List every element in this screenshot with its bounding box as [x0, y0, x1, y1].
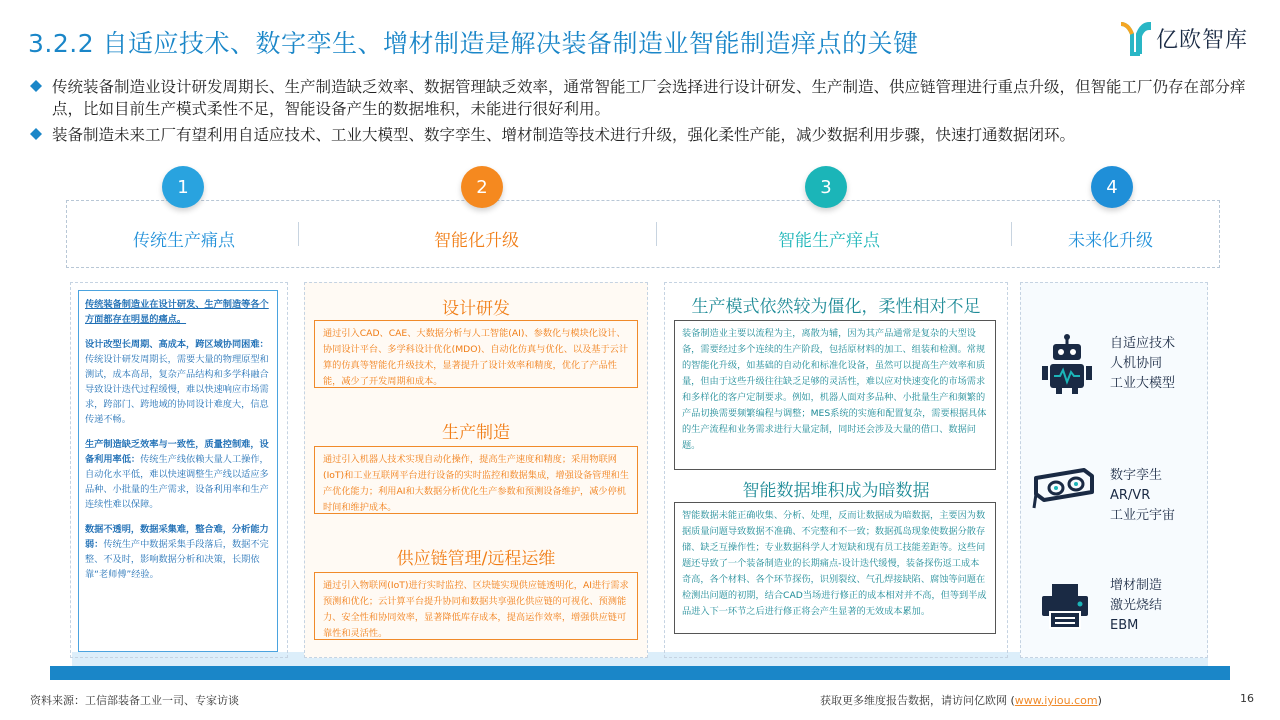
step-circle-2: 2: [461, 166, 503, 208]
upgrade-text-production: 通过引入机器人技术实现自动化操作，提高生产速度和精度；采用物联网(IoT)和工业互联网平台进行设备的实时监控和数据集成，增强设备管理和生产优化能力；利用AI和大数据分析优化生产参数和预测设备维护，减少停机时间和维护成本。: [314, 446, 638, 514]
logo-mark-icon: [1118, 20, 1152, 56]
tech-label: 工业元宇宙: [1110, 508, 1176, 523]
pain-point: [85, 337, 271, 427]
pain-header: 传统装备制造业在设计研发、生产制造等各个方面都存在明显的痛点。: [85, 299, 269, 325]
column-heading-upgrade: 智能化升级: [434, 231, 519, 251]
step-circle-3: 3: [805, 166, 847, 208]
pain-point-title: 数据不透明，数据采集难，整合难，分析能力弱：: [85, 524, 269, 550]
diamond-bullet-icon: [30, 80, 42, 92]
bullet-text: 传统装备制造业设计研发周期长、生产制造缺乏效率、数据管理缺乏效率，通常智能工厂会选择进行设计研发、生产制造、供应链管理进行重点升级，但智能工厂仍存在部分痒点，比如目前生产模式柔性不足，智能设备产生的数据堆积，未能进行很好利用。: [52, 78, 1246, 118]
column-heading-itch: 智能生产痒点: [778, 231, 880, 251]
upgrade-text-design: 通过引入CAD、CAE、大数据分析与人工智能(AI)、参数化与模块化设计、协同设计平台、多学科设计优化(MDO)、自动化仿真与优化、以及基于云计算的仿真等智能化升级技术，显著提升了设计效率和精度，优化了产品性能，减少了开发周期和成本。: [314, 320, 638, 388]
future-item-additive: [1030, 574, 1210, 644]
tech-label: 激光烧结: [1110, 598, 1163, 613]
column-divider: [298, 222, 299, 246]
future-tech-list: [1110, 576, 1162, 636]
upgrade-text-supply: 通过引入物联网(IoT)进行实时监控、区块链实现供应链透明化，AI进行需求预测和优化；云计算平台提升协同和数据共享强化供应链的可视化、预测能力、安全性和协同效率，显著降低库存成本，提高运作效率，增强供应链可靠性和灵活性。: [314, 572, 638, 640]
pain-point-text: 传统设计研发周期长，需要大量的物理原型和测试，成本高昂，复杂产品结构和多学科融合导致设计迭代过程缓慢，难以快速响应市场需求，跨部门、跨地域的协同设计难度大，信息传递不畅。: [85, 354, 269, 425]
pain-point: [85, 522, 271, 582]
upgrade-title-supply: 供应链管理/远程运维: [396, 549, 556, 569]
tech-label: 增材制造: [1110, 578, 1163, 593]
bullet-text: 装备制造未来工厂有望利用自适应技术、工业大模型、数字孪生、增材制造等技术进行升级，强化柔性产能，减少数据利用步骤，快速打通数据闭环。: [52, 126, 1076, 144]
pain-point-title: 生产制造缺乏效率与一致性，质量控制难，设备利用率低：: [85, 439, 269, 465]
footer-more-suffix: ): [1097, 694, 1102, 707]
diamond-bullet-icon: [30, 128, 42, 140]
itch-text-dark-data: 智能数据未能正确收集、分析、处理，反而让数据成为暗数据，主要因为数据质量问题导致数据不准确、不完整和不一致；数据孤岛现象使数据分散存储、缺乏互操作性；专业数据科学人才短缺和现有员工技能差距等。这些问题还导致了一个装备制造业的长期痛点-设计迭代缓慢，装备探伤返工成本奇高，各个材料、各个环节探伤，识别裂纹、气孔焊接缺陷、腐蚀等问题在检测出问题的初期，结合CAD当场进行修正的成本相对并不高，但等到半成品进入下一环节之后进行修正将会产生显著的无效成本累加。: [674, 502, 996, 634]
pain-point-title: 设计改型长周期、高成本，跨区域协同困难：: [85, 339, 269, 350]
upgrade-title-design: 设计研发: [442, 299, 510, 319]
pain-point: [85, 437, 271, 512]
pain-point-text: 传统生产中数据采集手段落后，数据不完整、不及时，影响数据分析和决策，长期依靠“老师傅”经验。: [85, 539, 269, 580]
step-circle-4: 4: [1091, 166, 1133, 208]
logo-text: 亿欧智库: [1156, 27, 1249, 53]
tech-label: EBM: [1110, 618, 1139, 633]
column-header-band: [66, 200, 1220, 268]
itch-title-dark-data: 智能数据堆积成为暗数据: [742, 481, 930, 501]
future-item-adaptive: [1030, 330, 1210, 400]
logo: [1118, 18, 1248, 58]
page-number: 16: [1240, 692, 1254, 705]
pain-card-content: [78, 290, 278, 652]
itch-title-flexibility: 生产模式依然较为僵化，柔性相对不足: [691, 297, 981, 317]
column-heading-pain: 传统生产痛点: [133, 231, 235, 251]
step-circle-1: 1: [162, 166, 204, 208]
tech-label: AR/VR: [1110, 488, 1151, 503]
robot-icon: [1040, 334, 1094, 394]
tech-label: 数字孪生: [1110, 468, 1163, 483]
pain-point-text: 传统生产线依赖大量人工操作，自动化水平低，难以快速调整生产线以适应多品种、小批量的生产需求，设备利用率和生产连续性难以保障。: [85, 454, 269, 510]
footer-more: [820, 692, 1102, 708]
tech-label: 自适应技术: [1110, 336, 1176, 351]
3d-printer-icon: [1040, 582, 1090, 630]
page-title: 3.2.2 自适应技术、数字孪生、增材制造是解决装备制造业智能制造痒点的关键: [28, 29, 919, 58]
platform-base: [50, 666, 1230, 680]
future-item-twin: [1030, 464, 1210, 534]
tech-label: 人机协同: [1110, 356, 1163, 371]
source-note: 资料来源：工信部装备工业一司、专家访谈: [30, 694, 239, 707]
footer-more-prefix: 获取更多维度报告数据，请访问亿欧网 (: [820, 694, 1015, 707]
upgrade-title-production: 生产制造: [442, 423, 510, 443]
website-link[interactable]: www.iyiou.com: [1014, 694, 1098, 707]
tech-label: 工业大模型: [1110, 376, 1176, 391]
column-heading-future: 未来化升级: [1068, 231, 1153, 251]
future-tech-list: [1110, 334, 1175, 394]
itch-text-flexibility: 装备制造业主要以流程为主，离散为辅，因为其产品通常是复杂的大型设备，需要经过多个连续的生产阶段，包括原材料的加工、组装和检测。常规的智能化升级，如基础的自动化和标准化设备，虽然可以提高生产效率和质量，但由于这些升级往往缺乏足够的灵活性，难以应对快速变化的市场需求和多样化的客户定制要求。例如，机器人面对多品种、小批量生产和频繁的产品切换需要频繁编程与调整；MES系统的实施和配置复杂，需要根据具体的生产流程和业务需求进行大量定制，同时还会涉及大量的借口、数据问题。: [674, 320, 996, 470]
future-tech-list: [1110, 466, 1175, 526]
bullet-item: [30, 76, 1258, 120]
bullet-item: [30, 124, 1258, 146]
column-divider: [656, 222, 657, 246]
vr-glasses-icon: [1032, 468, 1098, 512]
intro-bullets: [30, 76, 1258, 150]
column-divider: [1011, 222, 1012, 246]
